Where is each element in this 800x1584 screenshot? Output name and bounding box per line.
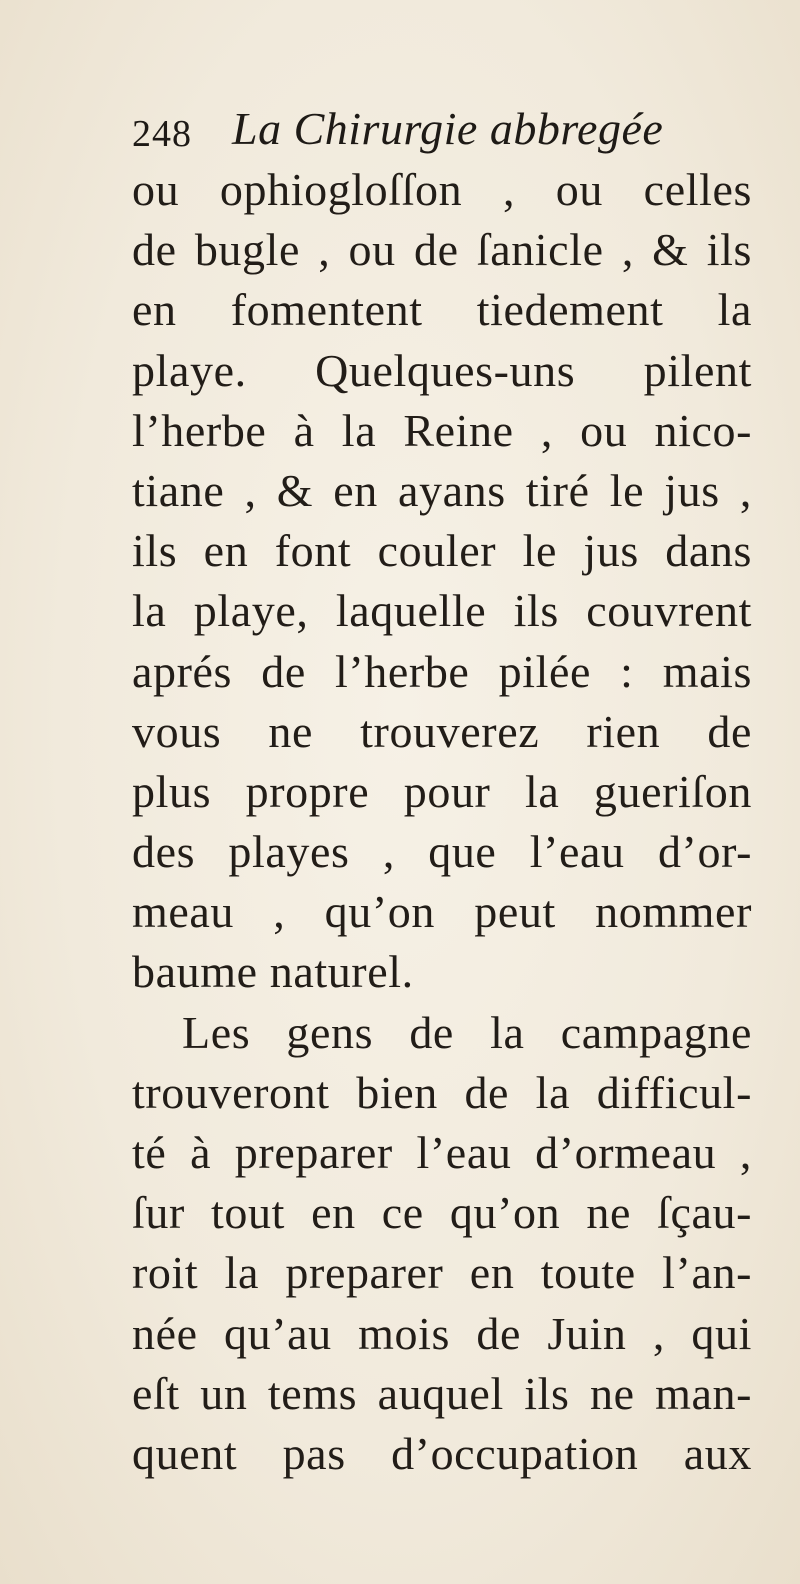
text-line: ils en font couler le jus dans: [132, 525, 752, 577]
text-line: baume naturel.: [132, 946, 414, 998]
running-title: La Chirurgie abbregée: [232, 103, 664, 154]
text-line: la playe, laquelle ils couvrent: [132, 585, 752, 637]
text-line: tiane , & en ayans tiré le jus ,: [132, 464, 752, 516]
text-line: roit la preparer en toute l’an-: [132, 1247, 752, 1299]
paragraph-2: [132, 1003, 752, 1485]
text-line: des playes , que l’eau d’or-: [132, 826, 752, 878]
text-line: aprés de l’herbe pilée : mais: [132, 645, 752, 697]
text-line: de bugle , ou de ſanicle , & ils: [132, 224, 752, 276]
text-line: l’herbe à la Reine , ou nico-: [132, 404, 752, 456]
body-text: [132, 160, 752, 1484]
text-line: quent pas d’occupation aux: [132, 1427, 752, 1479]
text-line: meau , qu’on peut nommer: [132, 886, 752, 938]
text-line: en fomentent tiedement la: [132, 284, 752, 336]
text-line: trouveront bien de la difficul-: [132, 1066, 752, 1118]
text-line: vous ne trouverez rien de: [132, 705, 752, 757]
text-line: ou ophiogloſſon , ou celles: [132, 164, 752, 215]
paragraph-1: [132, 160, 752, 1003]
text-line: té à preparer l’eau d’ormeau ,: [132, 1127, 752, 1178]
page-number: 248: [132, 113, 192, 155]
text-line: née qu’au mois de Juin , qui: [132, 1307, 752, 1359]
text-line: eſt un tems auquel ils ne man-: [132, 1367, 752, 1419]
page-header: [132, 102, 752, 160]
text-line: plus propre pour la gueriſon: [132, 765, 752, 817]
page-content: [132, 102, 752, 1484]
text-line: ſur tout en ce qu’on ne ſçau-: [132, 1187, 752, 1239]
text-line: Les gens de la campagne: [182, 1006, 752, 1058]
text-line: playe. Quelques-uns pilent: [132, 344, 752, 396]
